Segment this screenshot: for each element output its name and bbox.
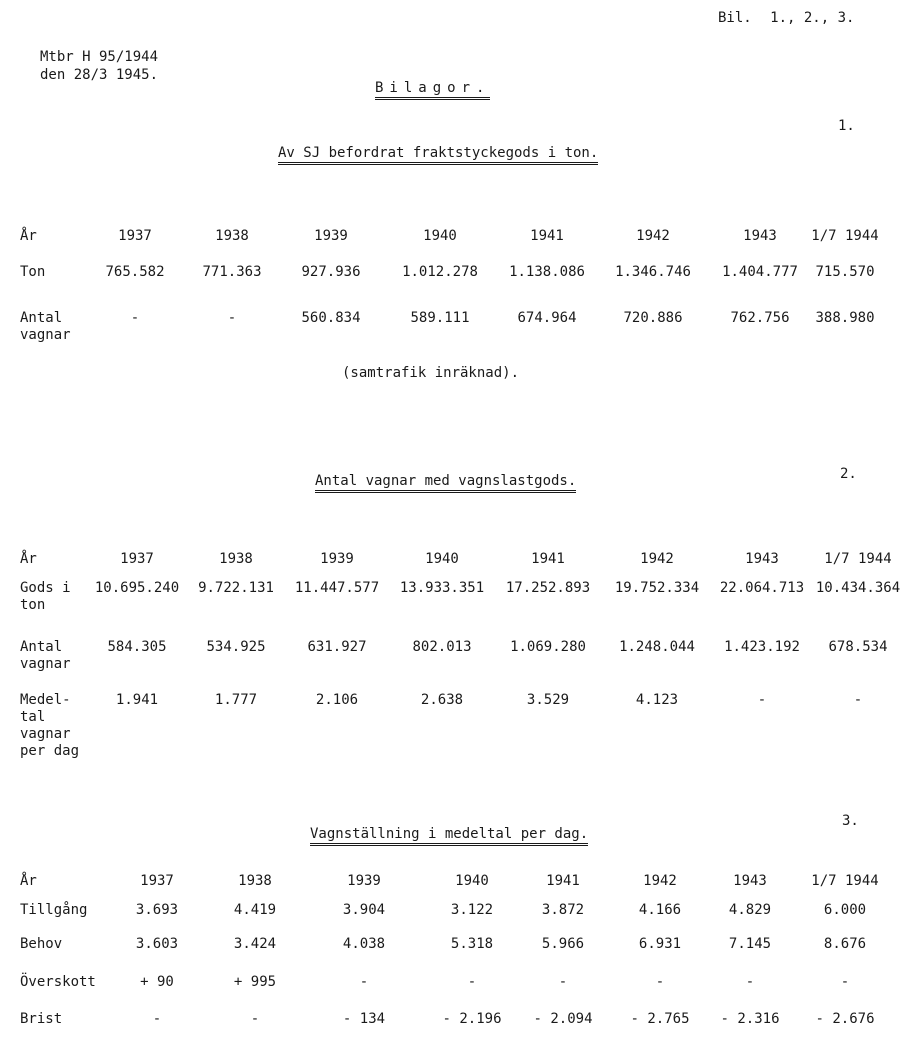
table-cell: 1.248.044 [619, 639, 695, 655]
table-cell: 3.693 [135, 902, 179, 918]
reference-block [40, 48, 158, 84]
table-cell: 802.013 [412, 639, 472, 655]
table-cell: 5.966 [541, 936, 585, 952]
table-cell: 589.111 [410, 310, 470, 326]
table-cell: - [359, 974, 369, 990]
table-cell: 17.252.893 [505, 580, 591, 596]
table-cell: - 2.676 [815, 1011, 875, 1027]
table-cell: 4.123 [635, 692, 679, 708]
year-header: 1940 [455, 873, 489, 889]
table-cell: 765.582 [105, 264, 165, 280]
table-cell: - [840, 974, 850, 990]
table-cell: - [250, 1011, 260, 1027]
table-cell: 3.529 [526, 692, 570, 708]
table-cell: 3.904 [342, 902, 386, 918]
table-cell: - [130, 310, 140, 326]
table-cell: 1.138.086 [509, 264, 585, 280]
table-cell: - [152, 1011, 162, 1027]
row-label: Överskott [20, 974, 96, 990]
table-cell: 7.145 [728, 936, 772, 952]
table-cell: 3.603 [135, 936, 179, 952]
table-cell: 715.570 [815, 264, 875, 280]
year-header: 1/7 1944 [824, 551, 892, 567]
year-header: 1940 [423, 228, 457, 244]
table-cell: 1.069.280 [510, 639, 586, 655]
table-cell: - 134 [342, 1011, 386, 1027]
page-heading: Bilagor. [375, 80, 490, 100]
table3-title: Vagnställning i medeltal per dag. [310, 826, 588, 846]
year-header: 1939 [314, 228, 348, 244]
table-cell: 3.424 [233, 936, 277, 952]
year-header: 1937 [118, 228, 152, 244]
year-header: 1/7 1944 [811, 228, 879, 244]
table-cell: 4.038 [342, 936, 386, 952]
row-label: Behov [20, 936, 63, 952]
table-cell: - [467, 974, 477, 990]
year-header: 1/7 1944 [811, 873, 879, 889]
table2-title: Antal vagnar med vagnslastgods. [315, 473, 576, 493]
table-cell: + 90 [140, 974, 174, 990]
table-cell: 560.834 [301, 310, 361, 326]
table-cell: 678.534 [828, 639, 888, 655]
table-cell: 5.318 [450, 936, 494, 952]
table-cell: 19.752.334 [614, 580, 700, 596]
table-cell: 2.106 [315, 692, 359, 708]
table-cell: 1.941 [115, 692, 159, 708]
row-label: Ton [20, 264, 46, 280]
year-header: 1938 [238, 873, 272, 889]
table-cell: - [655, 974, 665, 990]
table-cell: 8.676 [823, 936, 867, 952]
year-header: 1939 [320, 551, 354, 567]
table-cell: 22.064.713 [719, 580, 805, 596]
table-cell: 1.777 [214, 692, 258, 708]
table-cell: - [745, 974, 755, 990]
table-cell: 1.423.192 [724, 639, 800, 655]
table-cell: - 2.765 [630, 1011, 690, 1027]
year-header: 1941 [546, 873, 580, 889]
year-header: 1940 [425, 551, 459, 567]
row-label: Brist [20, 1011, 63, 1027]
table-cell: - [558, 974, 568, 990]
table-cell: - [227, 310, 237, 326]
year-header: 1941 [531, 551, 565, 567]
year-header: 1937 [120, 551, 154, 567]
year-header: 1942 [643, 873, 677, 889]
table-cell: 9.722.131 [198, 580, 274, 596]
row-label: År [20, 873, 37, 889]
year-header: 1942 [640, 551, 674, 567]
table-cell: 13.933.351 [399, 580, 485, 596]
row-label: Antal vagnar [20, 639, 71, 672]
table-cell: 1.346.746 [615, 264, 691, 280]
table1-note: (samtrafik inräknad). [342, 365, 520, 381]
table-cell: 762.756 [730, 310, 790, 326]
table-cell: - 2.196 [442, 1011, 502, 1027]
table-cell: 388.980 [815, 310, 875, 326]
table-cell: 674.964 [517, 310, 577, 326]
row-label: Tillgång [20, 902, 88, 918]
year-header: 1942 [636, 228, 670, 244]
table-cell: - 2.094 [533, 1011, 593, 1027]
table-cell: 6.931 [638, 936, 682, 952]
table-cell: 4.419 [233, 902, 277, 918]
table3-number: 3. [842, 813, 859, 829]
table-cell: + 995 [233, 974, 277, 990]
year-header: 1938 [215, 228, 249, 244]
row-label: Gods i ton [20, 580, 71, 613]
table-cell: 10.695.240 [94, 580, 180, 596]
table-cell: 534.925 [206, 639, 266, 655]
bil-numbers: 1., 2., 3. [770, 10, 855, 26]
table-cell: - [757, 692, 767, 708]
table-cell: 631.927 [307, 639, 367, 655]
row-label: Medel-tal vagnar per dag [20, 692, 80, 759]
table-cell: 10.434.364 [815, 580, 901, 596]
year-header: 1937 [140, 873, 174, 889]
table-cell: 6.000 [823, 902, 867, 918]
year-header: 1941 [530, 228, 564, 244]
table-cell: 927.936 [301, 264, 361, 280]
year-header: 1943 [733, 873, 767, 889]
table-cell: 1.012.278 [402, 264, 478, 280]
table-cell: 584.305 [107, 639, 167, 655]
table1-number: 1. [838, 118, 855, 134]
row-label: Antal vagnar [20, 310, 71, 343]
reference-date: den 28/3 1945. [40, 67, 159, 83]
table-cell: 771.363 [202, 264, 262, 280]
attachment-label [718, 10, 854, 26]
table-cell: 720.886 [623, 310, 683, 326]
year-header: 1939 [347, 873, 381, 889]
year-header: 1943 [743, 228, 777, 244]
table-cell: 3.122 [450, 902, 494, 918]
table-cell: 1.404.777 [722, 264, 798, 280]
bil-label: Bil. [718, 10, 752, 26]
table-cell: 3.872 [541, 902, 585, 918]
year-header: 1938 [219, 551, 253, 567]
table-cell: 11.447.577 [294, 580, 380, 596]
row-label: År [20, 551, 37, 567]
table-cell: - 2.316 [720, 1011, 780, 1027]
table-cell: 4.829 [728, 902, 772, 918]
row-label: År [20, 228, 37, 244]
table1-title: Av SJ befordrat fraktstyckegods i ton. [278, 145, 598, 165]
reference-number: Mtbr H 95/1944 [40, 49, 159, 65]
table-cell: 2.638 [420, 692, 464, 708]
year-header: 1943 [745, 551, 779, 567]
table-cell: - [853, 692, 863, 708]
table2-number: 2. [840, 466, 857, 482]
table-cell: 4.166 [638, 902, 682, 918]
